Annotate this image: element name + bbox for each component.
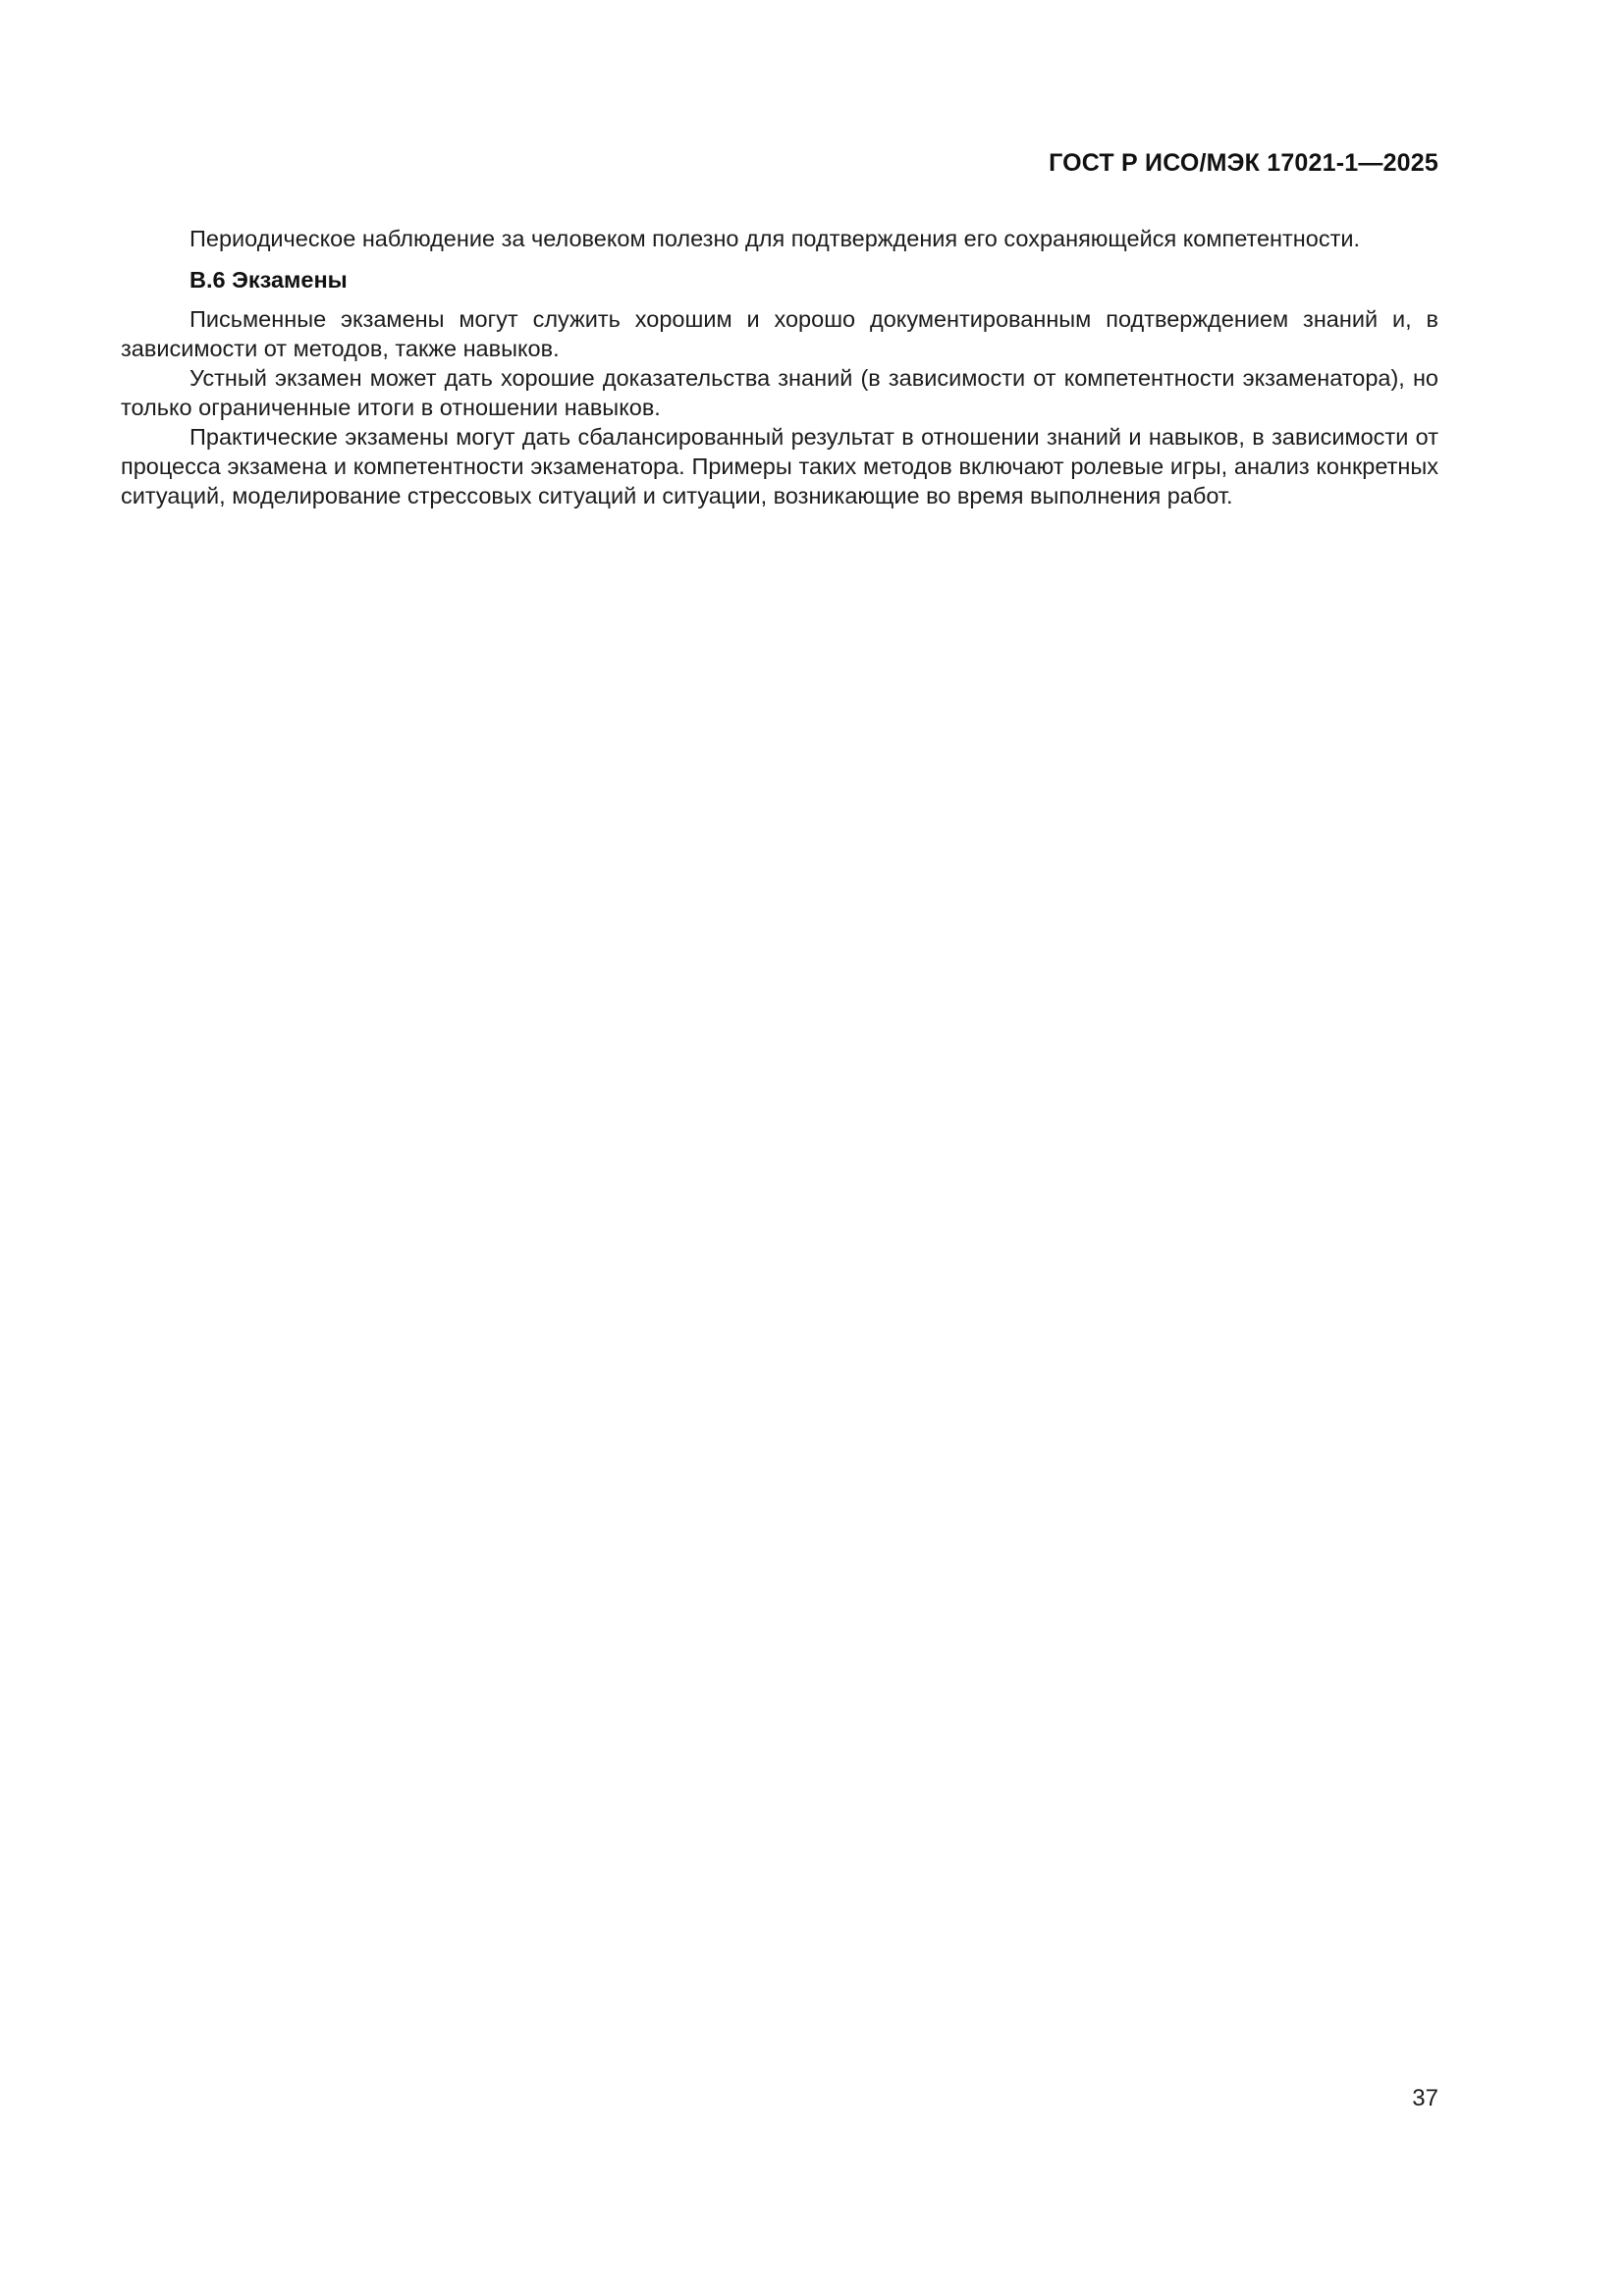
section-heading-b6: В.6 Экзамены bbox=[189, 267, 348, 293]
document-code-header: ГОСТ Р ИСО/МЭК 17021-1—2025 bbox=[1049, 149, 1438, 177]
document-body bbox=[121, 224, 1438, 510]
paragraph-practical-exams: Практические экзамены могут дать сбалансированный результат в отношении знаний и навыков, в зависимости от процесса экзамена и компетентности экзаменатора. Примеры таких методов включают ролевые игры, анализ конкретных ситуаций, моделирование стрессовых ситуаций и ситуации, возникающие во время выполнения работ. bbox=[121, 424, 1438, 508]
intro-paragraph: Периодическое наблюдение за человеком полезно для подтверждения его сохраняющейся компетентности. bbox=[189, 226, 1361, 251]
page-number: 37 bbox=[1412, 2085, 1438, 2111]
paragraph-oral-exam: Устный экзамен может дать хорошие доказательства знаний (в зависимости от компетентности экзаменатора), но только ограниченные итоги в отношении навыков. bbox=[121, 365, 1438, 420]
paragraph-written-exams: Письменные экзамены могут служить хорошим и хорошо документированным подтверждением знаний и, в зависимости от методов, также навыков. bbox=[121, 306, 1438, 361]
